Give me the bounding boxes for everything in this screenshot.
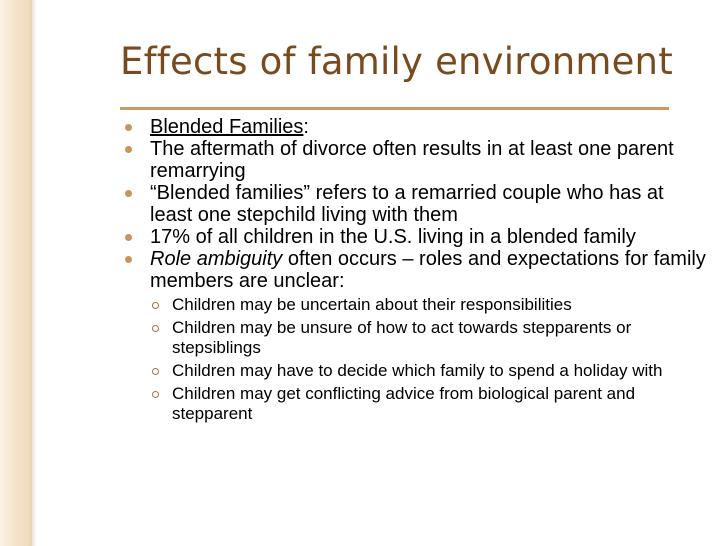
bullet-dot-icon bbox=[125, 124, 132, 131]
bullet-item bbox=[122, 226, 707, 248]
bullet-list bbox=[122, 116, 707, 424]
bullet-item bbox=[122, 182, 707, 226]
bullet-text: 17% of all children in the U.S. living in a blended family bbox=[150, 226, 636, 248]
sub-bullet-item bbox=[148, 361, 707, 381]
bullet-item bbox=[122, 116, 707, 138]
sub-bullet-text: Children may be unsure of how to act towards stepparents or stepsiblings bbox=[172, 318, 632, 357]
sub-bullet-item bbox=[148, 318, 707, 358]
bullet-dot-icon bbox=[125, 146, 132, 153]
slide-body bbox=[122, 116, 707, 427]
sub-bullet-item bbox=[148, 295, 707, 315]
bullet-text: : bbox=[303, 116, 309, 138]
sub-bullet-text: Children may be uncertain about their responsibilities bbox=[172, 295, 572, 314]
bullet-dot-icon bbox=[125, 234, 132, 241]
ring-bullet-icon bbox=[152, 391, 159, 398]
bullet-item bbox=[122, 138, 707, 182]
bullet-dot-icon bbox=[125, 256, 132, 263]
sub-bullet-text: Children may have to decide which family to spend a holiday with bbox=[172, 361, 663, 380]
title-divider bbox=[120, 107, 669, 110]
sub-bullet-item bbox=[148, 384, 707, 424]
decorative-side-bar bbox=[0, 0, 29, 546]
blended-families-link[interactable]: Blended Families bbox=[150, 116, 304, 138]
ring-bullet-icon bbox=[152, 325, 159, 332]
ring-bullet-icon bbox=[152, 368, 159, 375]
ring-bullet-icon bbox=[152, 302, 159, 309]
bullet-text: The aftermath of divorce often results in at least one parent remarrying bbox=[150, 138, 674, 182]
bullet-item bbox=[122, 248, 707, 424]
bullet-italic-term: Role ambiguity bbox=[150, 248, 283, 270]
slide-title: Effects of family environment bbox=[120, 40, 673, 83]
side-bar-shadow bbox=[32, 0, 37, 546]
sub-bullet-text: Children may get conflicting advice from biological parent and stepparent bbox=[172, 384, 636, 423]
bullet-dot-icon bbox=[125, 190, 132, 197]
bullet-text: “Blended families” refers to a remarried couple who has at least one stepchild living with them bbox=[150, 182, 664, 226]
sub-bullet-list bbox=[150, 295, 707, 424]
bullet-text: often occurs – roles and expectations for family members are unclear: bbox=[150, 248, 706, 292]
